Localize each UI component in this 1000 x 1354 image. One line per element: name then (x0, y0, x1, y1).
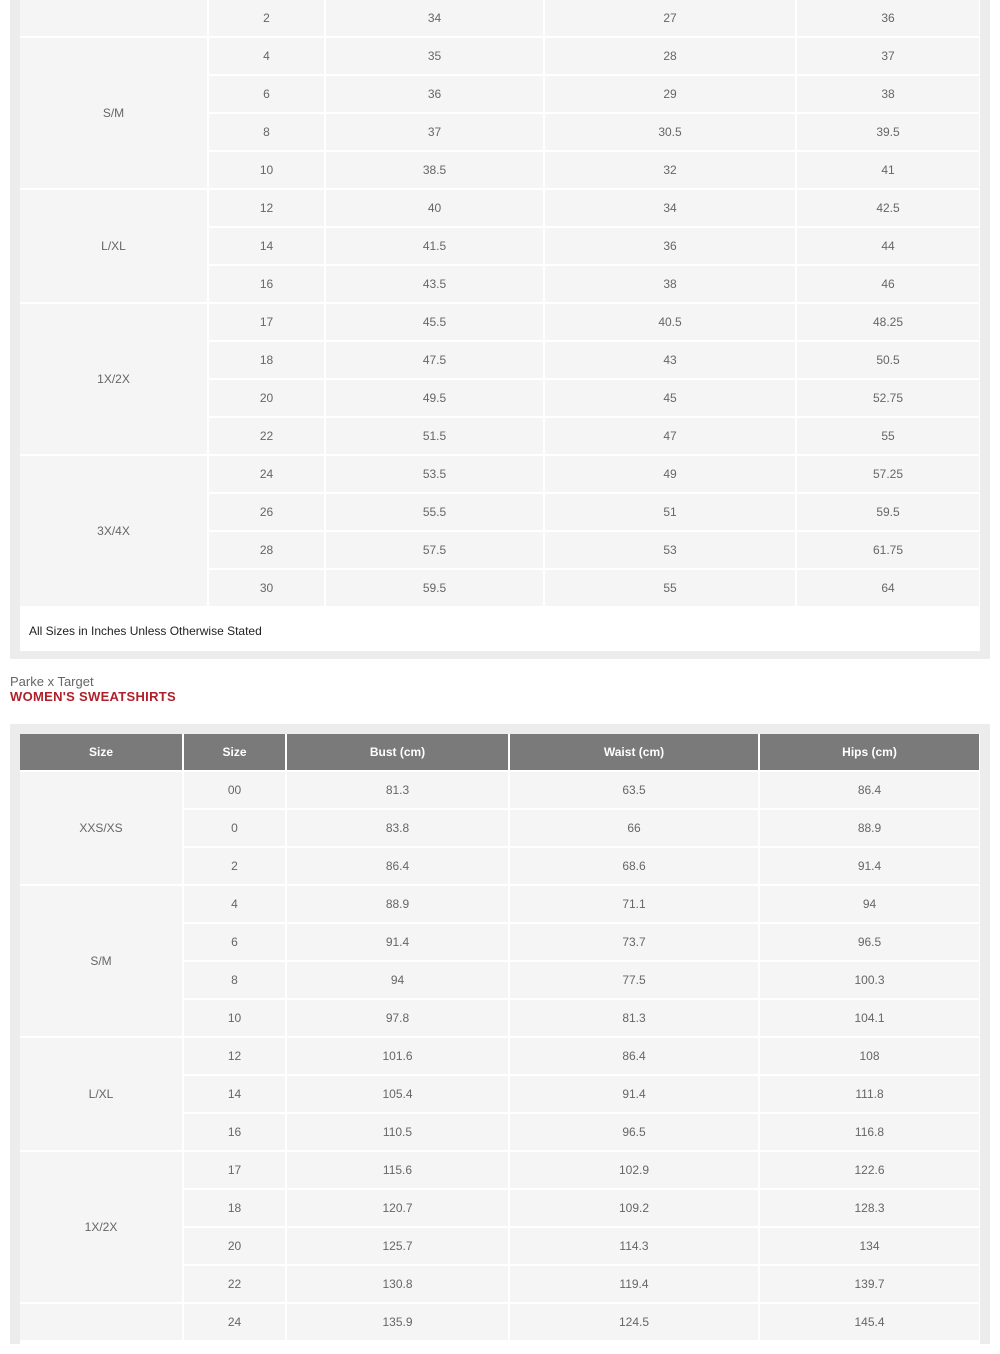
table-cell: 124.5 (510, 1304, 758, 1340)
size-chart-cm-table (18, 732, 981, 1342)
table-cell: 88.9 (287, 886, 508, 922)
table-cell: 94 (760, 886, 979, 922)
table-cell: 68.6 (510, 848, 758, 884)
table-cell: 100.3 (760, 962, 979, 998)
table-cell: 8 (184, 962, 285, 998)
brand-label: Parke x Target (10, 674, 94, 689)
table-cell: 135.9 (287, 1304, 508, 1340)
table-cell: 86.4 (760, 772, 979, 808)
size-group-cell (20, 0, 207, 36)
table-cell: 81.3 (510, 1000, 758, 1036)
table-cell: 18 (209, 342, 324, 378)
table-cell: 47 (545, 418, 795, 454)
table-cell: 37 (326, 114, 543, 150)
table-cell: 22 (209, 418, 324, 454)
table-row (20, 190, 979, 226)
top-size-panel (10, 0, 990, 659)
table-cell: 53 (545, 532, 795, 568)
table-row (20, 38, 979, 74)
table-cell: 36 (545, 228, 795, 264)
size-group-cell: 3X/4X (20, 456, 207, 606)
table-cell: 24 (184, 1304, 285, 1340)
table-cell: 119.4 (510, 1266, 758, 1302)
table-cell: 12 (209, 190, 324, 226)
table-cell: 105.4 (287, 1076, 508, 1112)
table-cell: 97.8 (287, 1000, 508, 1036)
table-cell: 115.6 (287, 1152, 508, 1188)
top-size-panel-inner (20, 0, 980, 651)
table-cell: 10 (209, 152, 324, 188)
table-cell: 4 (209, 38, 324, 74)
table-cell: 49.5 (326, 380, 543, 416)
table-cell: 28 (209, 532, 324, 568)
size-group-cell (20, 1304, 182, 1340)
table-cell: 120.7 (287, 1190, 508, 1226)
table-cell: 4 (184, 886, 285, 922)
table-cell: 42.5 (797, 190, 979, 226)
size-chart-inches-table (18, 0, 981, 608)
table-cell: 88.9 (760, 810, 979, 846)
table-cell: 38 (545, 266, 795, 302)
table-cell: 38.5 (326, 152, 543, 188)
header-cell-size: Size (184, 734, 285, 770)
units-footnote: All Sizes in Inches Unless Otherwise Stated (29, 624, 262, 638)
size-chart-inches-body (20, 0, 979, 606)
table-cell: 50.5 (797, 342, 979, 378)
table-cell: 53.5 (326, 456, 543, 492)
table-cell: 83.8 (287, 810, 508, 846)
table-cell: 86.4 (510, 1038, 758, 1074)
table-cell: 139.7 (760, 1266, 979, 1302)
section-heading: WOMEN'S SWEATSHIRTS (10, 689, 176, 704)
table-cell: 81.3 (287, 772, 508, 808)
table-row (20, 304, 979, 340)
size-group-cell: XXS/XS (20, 772, 182, 884)
table-cell: 52.75 (797, 380, 979, 416)
table-cell: 20 (209, 380, 324, 416)
table-cell: 18 (184, 1190, 285, 1226)
table-cell: 22 (184, 1266, 285, 1302)
size-group-cell: S/M (20, 38, 207, 188)
table-cell: 61.75 (797, 532, 979, 568)
table-cell: 37 (797, 38, 979, 74)
table-cell: 35 (326, 38, 543, 74)
header-row (20, 734, 979, 770)
table-cell: 49 (545, 456, 795, 492)
table-cell: 27 (545, 0, 795, 36)
table-cell: 109.2 (510, 1190, 758, 1226)
size-group-cell: L/XL (20, 190, 207, 302)
table-cell: 51.5 (326, 418, 543, 454)
table-cell: 91.4 (510, 1076, 758, 1112)
size-group-cell: S/M (20, 886, 182, 1036)
table-cell: 130.8 (287, 1266, 508, 1302)
table-cell: 51 (545, 494, 795, 530)
table-cell: 111.8 (760, 1076, 979, 1112)
table-cell: 114.3 (510, 1228, 758, 1264)
table-cell: 00 (184, 772, 285, 808)
table-row (20, 1038, 979, 1074)
table-row (20, 1152, 979, 1188)
header-cell-size-group: Size (20, 734, 182, 770)
table-cell: 2 (184, 848, 285, 884)
table-cell: 40.5 (545, 304, 795, 340)
table-cell: 46 (797, 266, 979, 302)
table-cell: 39.5 (797, 114, 979, 150)
table-cell: 17 (209, 304, 324, 340)
table-row (20, 0, 979, 36)
table-cell: 43 (545, 342, 795, 378)
table-cell: 45.5 (326, 304, 543, 340)
table-cell: 71.1 (510, 886, 758, 922)
table-cell: 6 (184, 924, 285, 960)
table-cell: 24 (209, 456, 324, 492)
header-cell-waist: Waist (cm) (510, 734, 758, 770)
table-row (20, 1304, 979, 1340)
table-cell: 38 (797, 76, 979, 112)
header-cell-hips: Hips (cm) (760, 734, 979, 770)
table-cell: 122.6 (760, 1152, 979, 1188)
table-cell: 128.3 (760, 1190, 979, 1226)
table-cell: 66 (510, 810, 758, 846)
table-cell: 116.8 (760, 1114, 979, 1150)
table-cell: 36 (797, 0, 979, 36)
table-cell: 8 (209, 114, 324, 150)
table-cell: 6 (209, 76, 324, 112)
table-cell: 30.5 (545, 114, 795, 150)
table-cell: 2 (209, 0, 324, 36)
table-cell: 57.5 (326, 532, 543, 568)
table-cell: 108 (760, 1038, 979, 1074)
table-cell: 44 (797, 228, 979, 264)
table-cell: 48.25 (797, 304, 979, 340)
table-cell: 41.5 (326, 228, 543, 264)
table-row (20, 886, 979, 922)
table-cell: 20 (184, 1228, 285, 1264)
table-cell: 17 (184, 1152, 285, 1188)
size-chart-cm-body (20, 772, 979, 1340)
table-cell: 59.5 (797, 494, 979, 530)
table-cell: 145.4 (760, 1304, 979, 1340)
table-cell: 10 (184, 1000, 285, 1036)
table-cell: 55.5 (326, 494, 543, 530)
table-cell: 91.4 (287, 924, 508, 960)
table-cell: 64 (797, 570, 979, 606)
table-cell: 57.25 (797, 456, 979, 492)
table-cell: 94 (287, 962, 508, 998)
table-cell: 134 (760, 1228, 979, 1264)
table-cell: 91.4 (760, 848, 979, 884)
table-cell: 55 (545, 570, 795, 606)
table-cell: 86.4 (287, 848, 508, 884)
table-cell: 96.5 (510, 1114, 758, 1150)
table-cell: 32 (545, 152, 795, 188)
table-cell: 34 (326, 0, 543, 36)
table-cell: 110.5 (287, 1114, 508, 1150)
table-cell: 36 (326, 76, 543, 112)
table-cell: 16 (184, 1114, 285, 1150)
header-cell-bust: Bust (cm) (287, 734, 508, 770)
table-cell: 14 (209, 228, 324, 264)
table-cell: 26 (209, 494, 324, 530)
table-cell: 55 (797, 418, 979, 454)
table-cell: 77.5 (510, 962, 758, 998)
table-cell: 73.7 (510, 924, 758, 960)
table-row (20, 456, 979, 492)
table-cell: 101.6 (287, 1038, 508, 1074)
table-cell: 45 (545, 380, 795, 416)
bottom-size-panel (10, 724, 990, 1344)
bottom-size-panel-inner (20, 734, 980, 1354)
table-cell: 41 (797, 152, 979, 188)
table-cell: 16 (209, 266, 324, 302)
table-cell: 96.5 (760, 924, 979, 960)
table-cell: 59.5 (326, 570, 543, 606)
size-group-cell: 1X/2X (20, 1152, 182, 1302)
table-cell: 43.5 (326, 266, 543, 302)
table-cell: 47.5 (326, 342, 543, 378)
table-cell: 29 (545, 76, 795, 112)
table-cell: 104.1 (760, 1000, 979, 1036)
table-cell: 30 (209, 570, 324, 606)
table-cell: 40 (326, 190, 543, 226)
table-cell: 14 (184, 1076, 285, 1112)
table-cell: 34 (545, 190, 795, 226)
table-row (20, 772, 979, 808)
table-cell: 0 (184, 810, 285, 846)
table-cell: 28 (545, 38, 795, 74)
size-group-cell: L/XL (20, 1038, 182, 1150)
table-cell: 125.7 (287, 1228, 508, 1264)
table-cell: 12 (184, 1038, 285, 1074)
table-cell: 102.9 (510, 1152, 758, 1188)
size-group-cell: 1X/2X (20, 304, 207, 454)
table-cell: 63.5 (510, 772, 758, 808)
